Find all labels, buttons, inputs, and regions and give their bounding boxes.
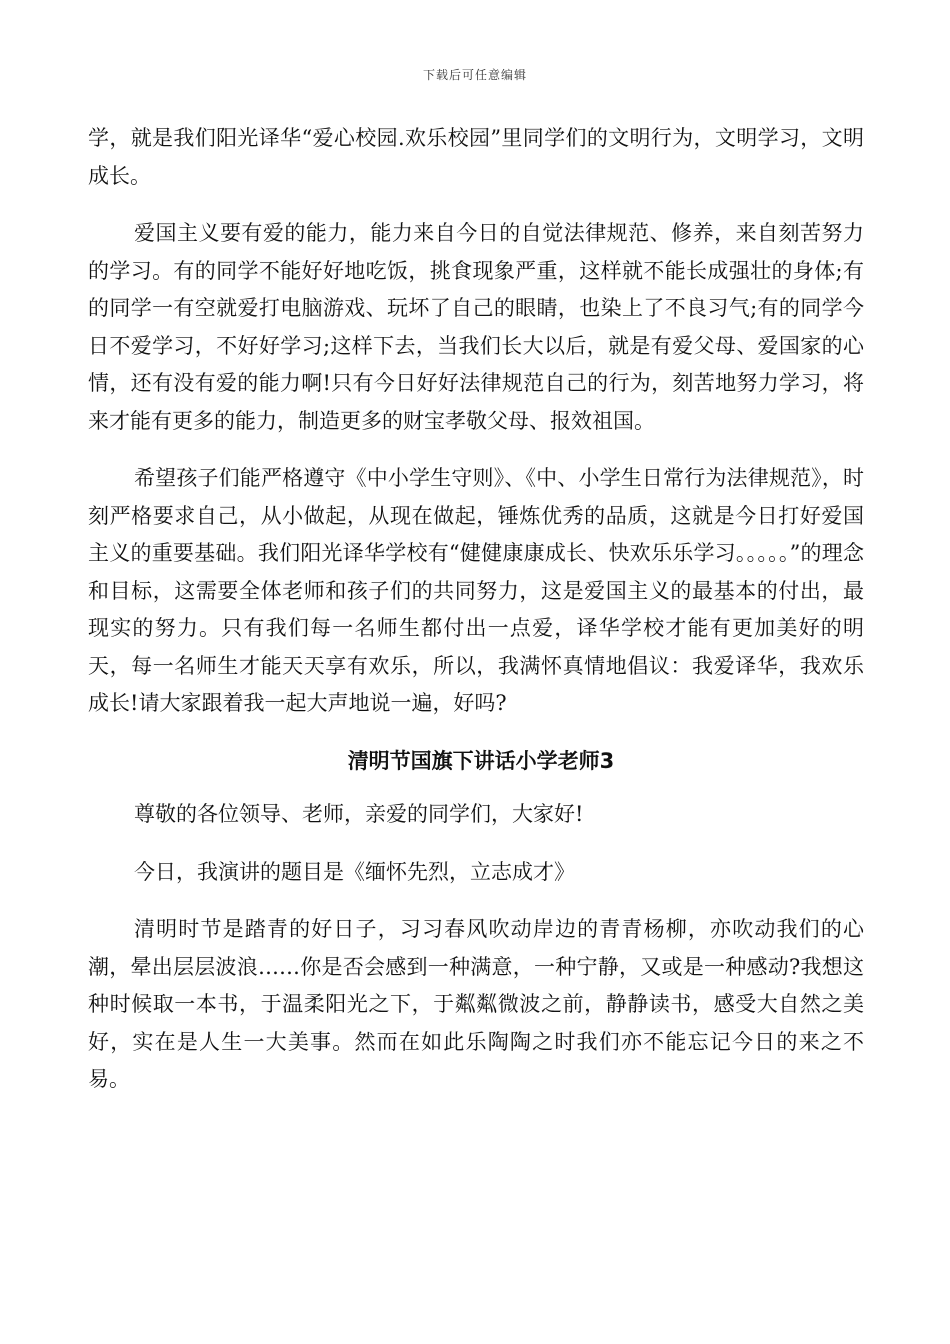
paragraph-greeting: 尊敬的各位领导、老师，亲爱的同学们，大家好! (134, 802, 584, 826)
paragraph-qingming: 清明时节是踏青的好日子，习习春风吹动岸边的青青杨柳，亦吹动我们的心潮，晕出层层波浪……你是否会感到一种满意，一种宁静，又或是一种感动?我想这种时候取一本书，于温柔阳光之下，于粼粼微波之前，静静读书，感受大自然之美好，实在是人生一大美事。然而在如此乐陶陶之时我们亦不能忘记今日的来之不易。 (88, 917, 864, 1091)
paragraph-speech-title: 今日，我演讲的题目是《缅怀先烈，立志成才》 (134, 859, 575, 884)
section-heading: 清明节国旗下讲话小学老师3 (347, 748, 615, 773)
paragraph-hope-children: 希望孩子们能严格遵守《中小学生守则》、《中、小学生日常行为法律规范》，时刻严格要求自己，从小做起，从现在做起，锤炼优秀的品质，这就是今日打好爱国主义的重要基础。我们阳光译华学校有“健健康康成长、快欢乐乐学习。。。。。”的理念和目标，这需要全体老师和孩子们的共同努力，这是爱国主义的最基本的付出，最现实的努力。只有我们每一名师生都付出一点爱，译华学校才能有更加美好的明天，每一名师生才能天天享有欢乐，所以，我满怀真情地倡议：我爱译华，我欢乐成长!请大家跟着我一起大声地说一遍，好吗? (88, 466, 864, 715)
page-header: 下载后可任意编辑 (422, 68, 527, 82)
paragraph-patriotism-ability: 爱国主义要有爱的能力，能力来自今日的自觉法律规范、修养，来自刻苦努力的学习。有的同学不能好好地吃饭，挑食现象严重，这样就不能长成强壮的身体;有的同学一有空就爱打电脑游戏、玩坏了自己的眼睛，也染上了不良习气;有的同学今日不爱学习，不好好学习;这样下去，当我们长大以后，就是有爱父母、爱国家的心情，还有没有爱的能力啊!只有今日好好法律规范自己的行为，刻苦地努力学习，将来才能有更多的能力，制造更多的财宝孝敬父母、报效祖国。 (88, 221, 864, 433)
paragraph-continuation: 学，就是我们阳光译华“爱心校园.欢乐校园”里同学们的文明行为，文明学习，文明成长。 (88, 126, 864, 188)
document-body (88, 120, 864, 1119)
